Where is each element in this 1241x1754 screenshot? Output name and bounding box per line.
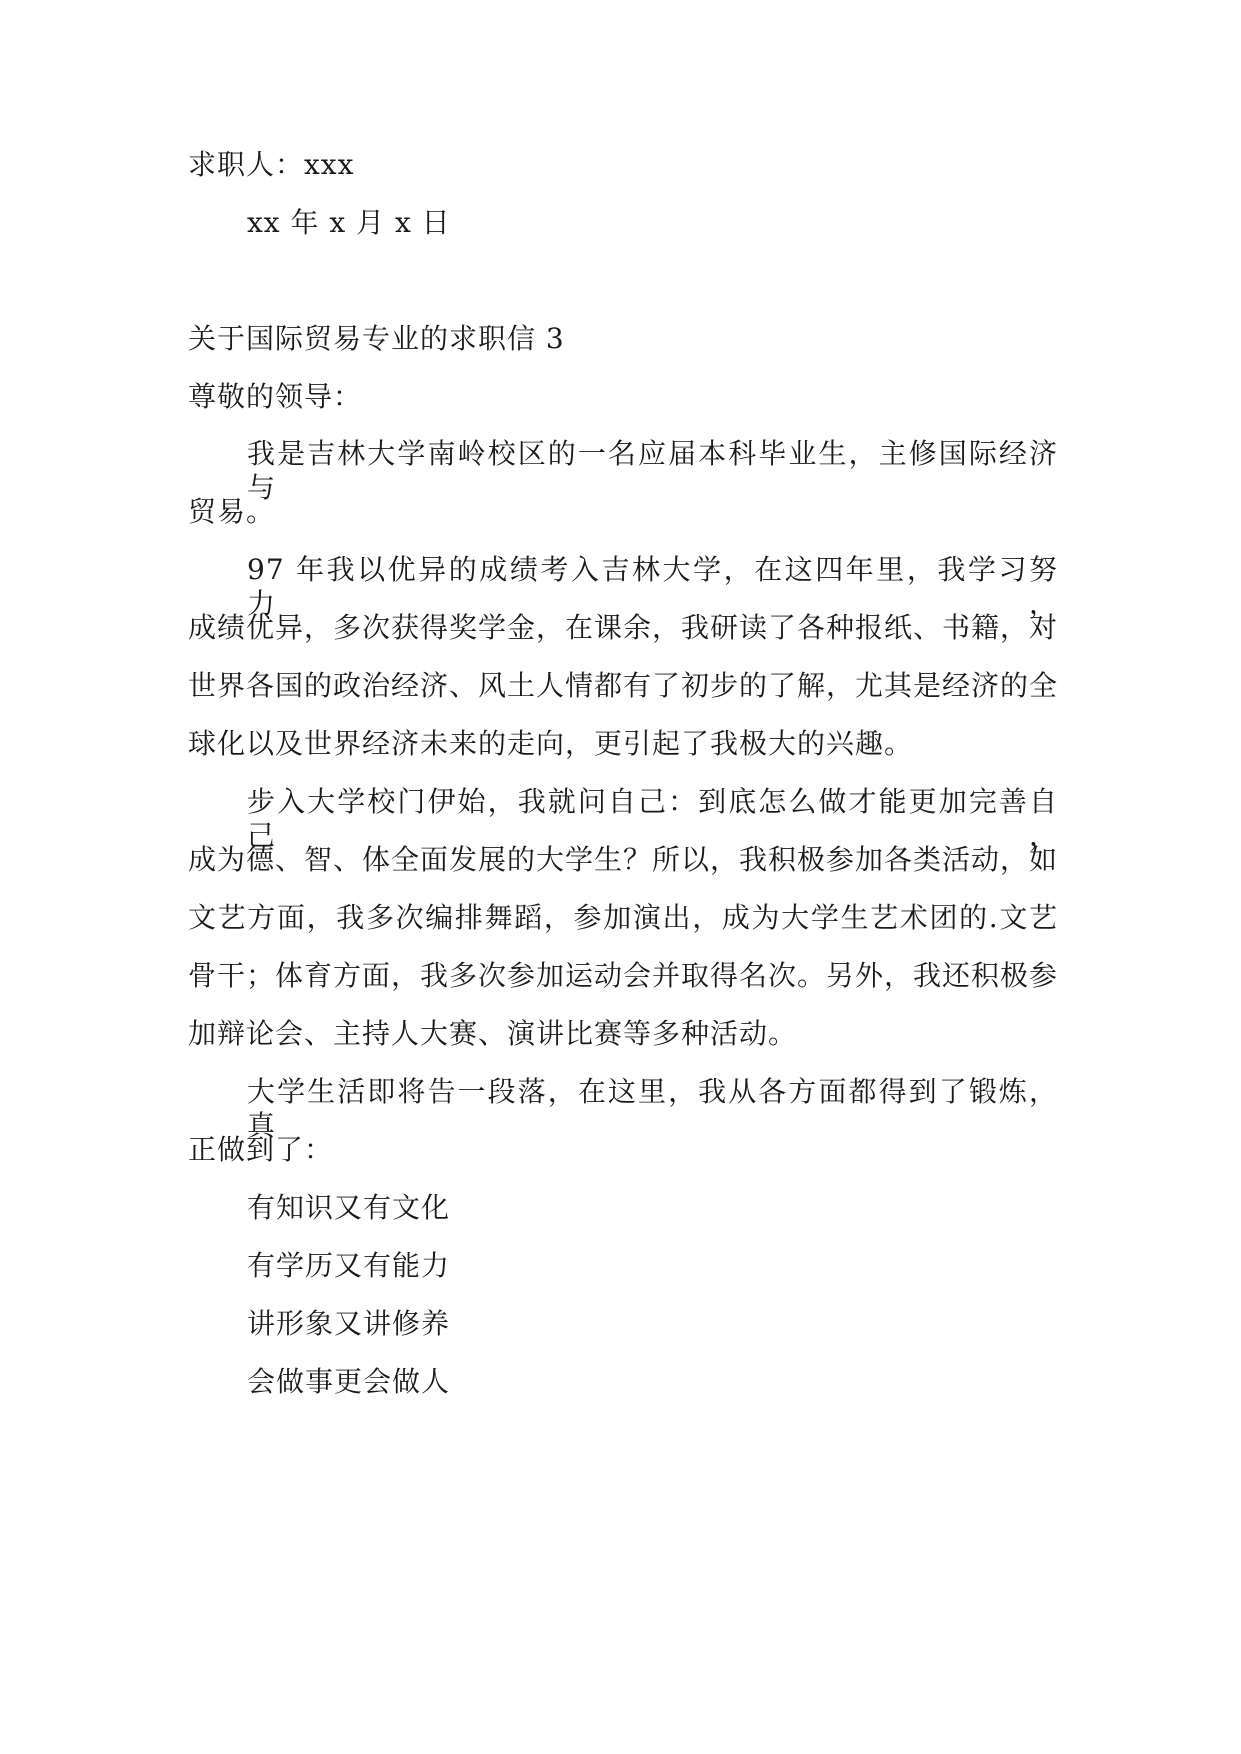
paragraph-3-line-2: 成为德、智、体全面发展的大学生？所以，我积极参加各类活动，如 — [188, 843, 1059, 876]
paragraph-1-line-2: 贸易。 — [188, 495, 276, 528]
paragraph-2-line-3: 世界各国的政治经济、风土人情都有了初步的了解，尤其是经济的全 — [188, 669, 1059, 702]
paragraph-2-line-2: 成绩优异，多次获得奖学金，在课余，我研读了各种报纸、书籍，对 — [188, 611, 1059, 644]
achievement-item-4: 会做事更会做人 — [247, 1365, 451, 1398]
paragraph-2-line-4: 球化以及世界经济未来的走向，更引起了我极大的兴趣。 — [188, 727, 914, 760]
paragraph-3-line-3: 文艺方面，我多次编排舞蹈，参加演出，成为大学生艺术团的.文艺 — [188, 901, 1058, 934]
achievement-item-2: 有学历又有能力 — [247, 1249, 451, 1282]
paragraph-3-line-1: 步入大学校门伊始，我就问自己：到底怎么做才能更加完善自己， — [247, 785, 1058, 852]
paragraph-3-line-5: 加辩论会、主持人大赛、演讲比赛等多种活动。 — [188, 1017, 798, 1050]
achievement-item-3: 讲形象又讲修养 — [247, 1307, 451, 1340]
paragraph-4-line-2: 正做到了： — [188, 1133, 334, 1166]
date-line: xx 年 x 月 x 日 — [247, 206, 451, 239]
applicant-line: 求职人：xxx — [188, 148, 355, 181]
achievement-item-1: 有知识又有文化 — [247, 1191, 451, 1224]
salutation: 尊敬的领导： — [188, 380, 363, 413]
paragraph-3-line-4: 骨干；体育方面，我多次参加运动会并取得名次。另外，我还积极参 — [188, 959, 1059, 992]
paragraph-1-line-1: 我是吉林大学南岭校区的一名应届本科毕业生，主修国际经济与 — [247, 437, 1058, 504]
letter-title: 关于国际贸易专业的求职信 3 — [188, 322, 565, 355]
paragraph-2-line-1: 97 年我以优异的成绩考入吉林大学，在这四年里，我学习努力， — [247, 553, 1058, 620]
paragraph-4-line-1: 大学生活即将告一段落，在这里，我从各方面都得到了锻炼，真 — [247, 1075, 1058, 1142]
